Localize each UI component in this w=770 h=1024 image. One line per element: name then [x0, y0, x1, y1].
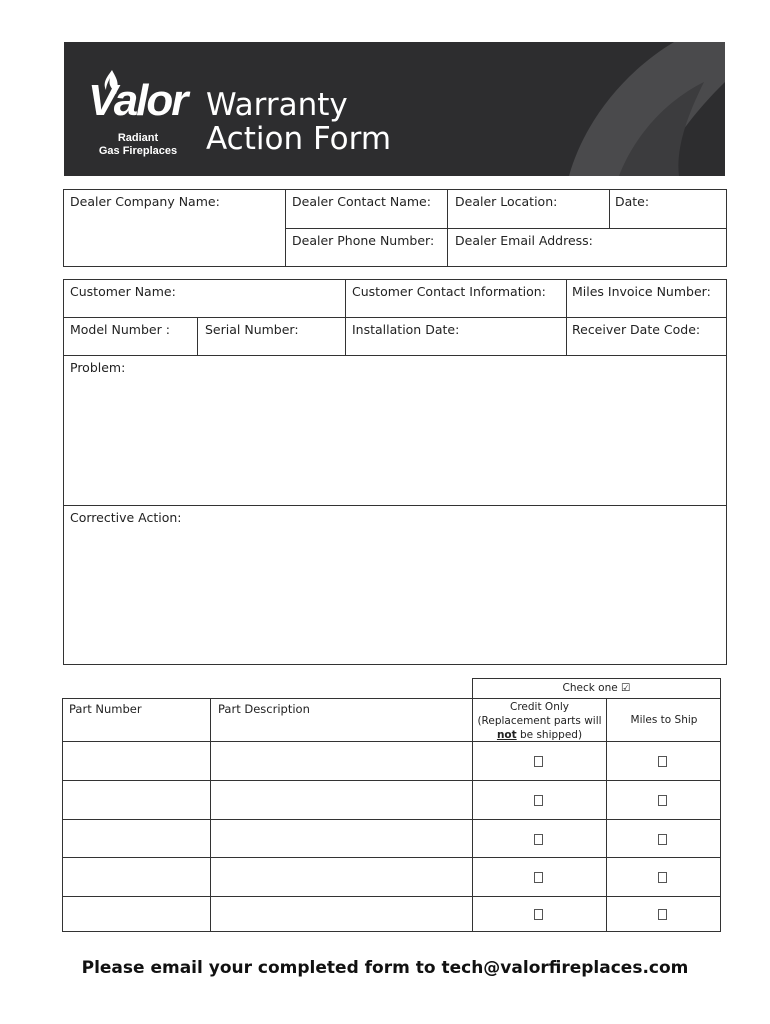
date-field[interactable]: Date: — [615, 194, 650, 209]
miles-checkbox-5[interactable] — [658, 909, 667, 920]
credit-checkbox-2[interactable] — [534, 795, 543, 806]
dealer-contact-name-field[interactable]: Dealer Contact Name: — [292, 194, 431, 209]
header-banner — [64, 42, 725, 176]
corrective-action-field[interactable]: Corrective Action: — [70, 510, 182, 525]
installation-date-field[interactable]: Installation Date: — [352, 322, 460, 337]
col-part-description: Part Description — [218, 702, 310, 716]
customer-contact-field[interactable]: Customer Contact Information: — [352, 284, 546, 299]
problem-field[interactable]: Problem: — [70, 360, 126, 375]
divider — [62, 819, 721, 820]
footer-instructions: Please email your completed form to tech@valorfireplaces.com — [81, 958, 689, 978]
dealer-company-name-field[interactable]: Dealer Company Name: — [70, 194, 220, 209]
customer-name-field[interactable]: Customer Name: — [70, 284, 176, 299]
dealer-phone-field[interactable]: Dealer Phone Number: — [292, 233, 435, 248]
miles-checkbox-4[interactable] — [658, 872, 667, 883]
serial-number-field[interactable]: Serial Number: — [205, 322, 299, 337]
divider — [609, 189, 610, 228]
col-credit-only: Credit Only (Replacement parts will not be shipped) — [477, 701, 602, 741]
divider — [63, 317, 727, 318]
divider — [63, 355, 727, 356]
divider — [62, 741, 721, 742]
col-miles-to-ship: Miles to Ship — [630, 714, 698, 726]
credit-checkbox-4[interactable] — [534, 872, 543, 883]
logo-wordmark: Valor — [88, 76, 187, 125]
divider — [285, 228, 727, 229]
model-number-field[interactable]: Model Number : — [70, 322, 170, 337]
credit-checkbox-1[interactable] — [534, 756, 543, 767]
divider — [566, 279, 567, 355]
valor-logo — [88, 70, 188, 160]
credit-checkbox-3[interactable] — [534, 834, 543, 845]
divider — [62, 857, 721, 858]
dealer-location-field[interactable]: Dealer Location: — [455, 194, 558, 209]
page-title: Warranty Action Form — [206, 87, 392, 157]
divider — [345, 279, 346, 355]
credit-checkbox-5[interactable] — [534, 909, 543, 920]
divider — [62, 896, 721, 897]
logo-subtitle: Radiant Gas Fireplaces — [98, 132, 178, 157]
miles-checkbox-3[interactable] — [658, 834, 667, 845]
check-one-label: Check one ☑ — [562, 682, 631, 694]
col-part-number: Part Number — [69, 702, 142, 716]
receiver-date-code-field[interactable]: Receiver Date Code: — [572, 322, 701, 337]
miles-checkbox-1[interactable] — [658, 756, 667, 767]
divider — [197, 317, 198, 355]
miles-checkbox-2[interactable] — [658, 795, 667, 806]
dealer-email-field[interactable]: Dealer Email Address: — [455, 233, 593, 248]
invoice-number-field[interactable]: Miles Invoice Number: — [572, 284, 711, 299]
divider — [63, 505, 727, 506]
divider — [62, 780, 721, 781]
